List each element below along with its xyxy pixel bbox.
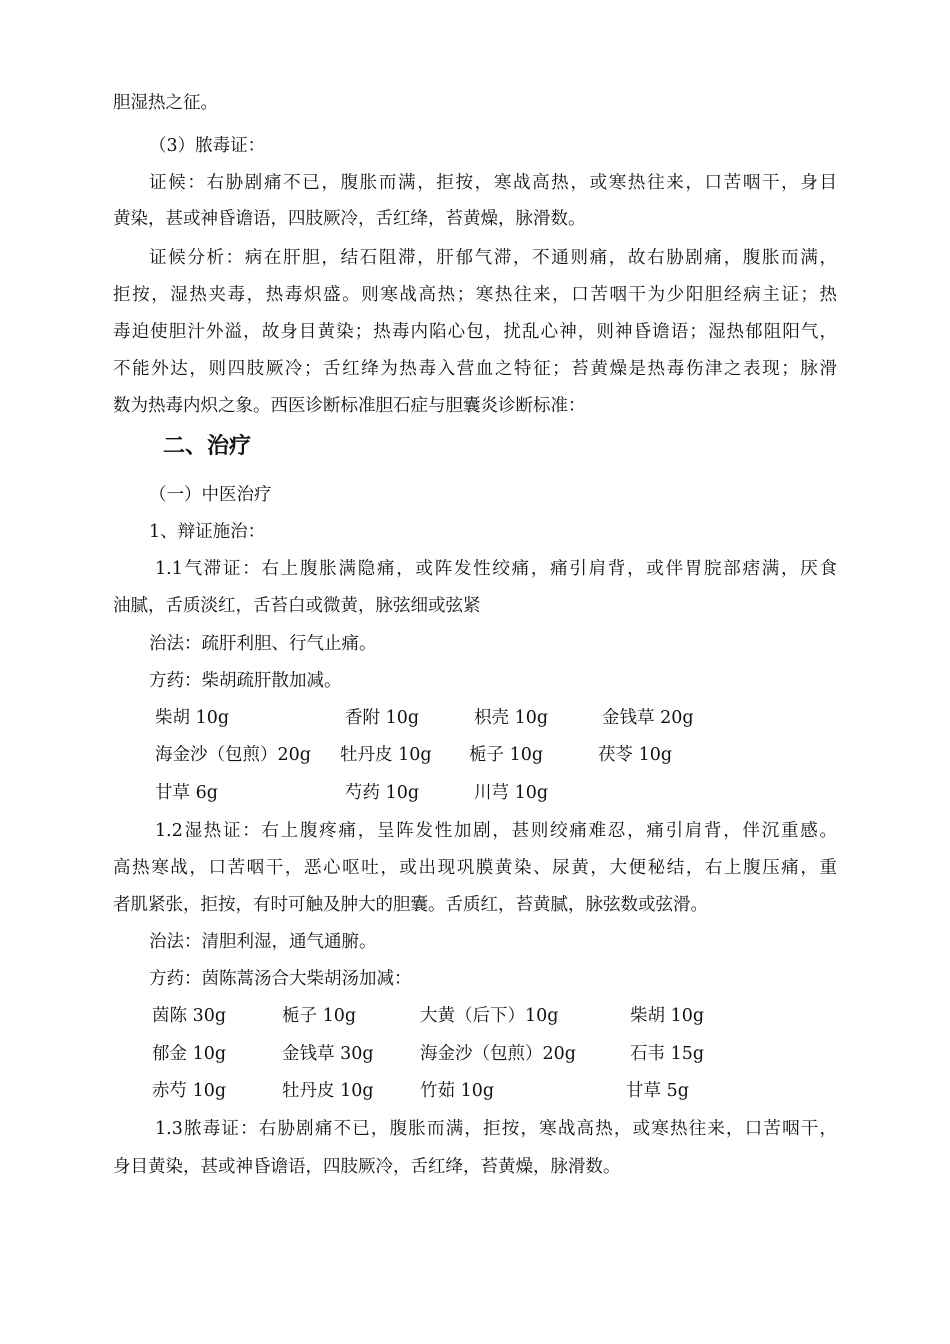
pus-toxin-line: 身目黄染，甚或神昏谵语，四肢厥冷，舌红绛，苔黄燥，脉滑数。 [113,1157,621,1177]
treatment-method: 治法：疏肝利胆、行气止痛。 [149,634,377,654]
herb-item: 大黄（后下）10g [420,1006,559,1026]
pus-toxin-line: 1.3脓毒证：右胁剧痛不已，腹胀而满，拒按，寒战高热，或寒热往来，口苦咽干， [155,1119,837,1139]
herb-item: 茵陈 30g [152,1006,227,1026]
herb-item: 牡丹皮 10g [282,1081,374,1101]
symptoms-line: 证候：右胁剧痛不已，腹胀而满，拒按，寒战高热，或寒热往来，口苦咽干，身目 [149,173,837,193]
damp-heat-line: 1.2湿热证：右上腹疼痛，呈阵发性加剧，甚则绞痛难忍，痛引肩背，伴沉重感。 [155,821,837,841]
herb-item: 金钱草 30g [282,1044,374,1064]
damp-heat-line: 高热寒战，口苦咽干，恶心呕吐，或出现巩膜黄染、尿黄，大便秘结，右上腹压痛，重 [113,858,837,878]
analysis-line: 数为热毒内炽之象。西医诊断标准胆石症与胆囊炎诊断标准： [113,396,586,416]
herb-item: 茯苓 10g [598,745,673,765]
herb-item: 海金沙（包煎）20g [155,745,311,765]
section-heading-treatment: 二、治疗 [163,434,252,459]
formula-line: 方药：茵陈蒿汤合大柴胡汤加减： [149,969,412,989]
subheading-syndrome-differentiation: 1、辩证施治： [149,522,266,542]
analysis-line: 不能外达，则四肢厥冷；舌红绛为热毒入营血之特征；苔黄燥是热毒伤津之表现；脉滑 [113,359,837,379]
qi-stagnation-line: 1.1气滞证：右上腹胀满隐痛，或阵发性绞痛，痛引肩背，或伴胃脘部痞满，厌食 [155,559,837,579]
analysis-line: 毒迫使胆汁外溢，故身目黄染；热毒内陷心包，扰乱心神，则神昏谵语；湿热郁阻阳气， [113,322,837,342]
herb-item: 甘草 6g [155,783,218,803]
herb-item: 赤芍 10g [152,1081,227,1101]
herb-item: 柴胡 10g [630,1006,705,1026]
symptoms-line: 黄染，甚或神昏谵语，四肢厥冷，舌红绛，苔黄燥，脉滑数。 [113,209,586,229]
herb-item: 甘草 5g [626,1081,689,1101]
paragraph-tail: 胆湿热之征。 [113,93,218,113]
analysis-line: 证候分析：病在肝胆，结石阻滞，肝郁气滞，不通则痛，故右胁剧痛，腹胀而满， [149,248,837,268]
herb-item: 香附 10g [345,708,420,728]
herb-item: 栀子 10g [282,1006,357,1026]
treatment-method: 治法：清胆利湿，通气通腑。 [149,932,377,952]
analysis-line: 拒按，湿热夹毒，热毒炽盛。则寒战高热；寒热往来，口苦咽干为少阳胆经病主证；热 [113,285,837,305]
herb-item: 柴胡 10g [155,708,230,728]
herb-item: 金钱草 20g [602,708,694,728]
herb-item: 川芎 10g [474,783,549,803]
damp-heat-line: 者肌紧张，拒按，有时可触及肿大的胆囊。舌质红，苔黄腻，脉弦数或弦滑。 [113,895,708,915]
subheading-tcm-treatment: （一）中医治疗 [149,485,272,505]
herb-item: 海金沙（包煎）20g [420,1044,576,1064]
herb-item: 芍药 10g [345,783,420,803]
herb-item: 牡丹皮 10g [340,745,432,765]
herb-item: 石韦 15g [630,1044,705,1064]
formula-line: 方药：柴胡疏肝散加减。 [149,671,342,691]
herb-item: 郁金 10g [152,1044,227,1064]
qi-stagnation-line: 油腻，舌质淡红，舌苔白或微黄，脉弦细或弦紧 [113,596,481,616]
herb-item: 枳壳 10g [474,708,549,728]
section-title-pus-toxin: （3）脓毒证： [149,136,266,156]
herb-item: 栀子 10g [469,745,544,765]
herb-item: 竹茹 10g [420,1081,495,1101]
